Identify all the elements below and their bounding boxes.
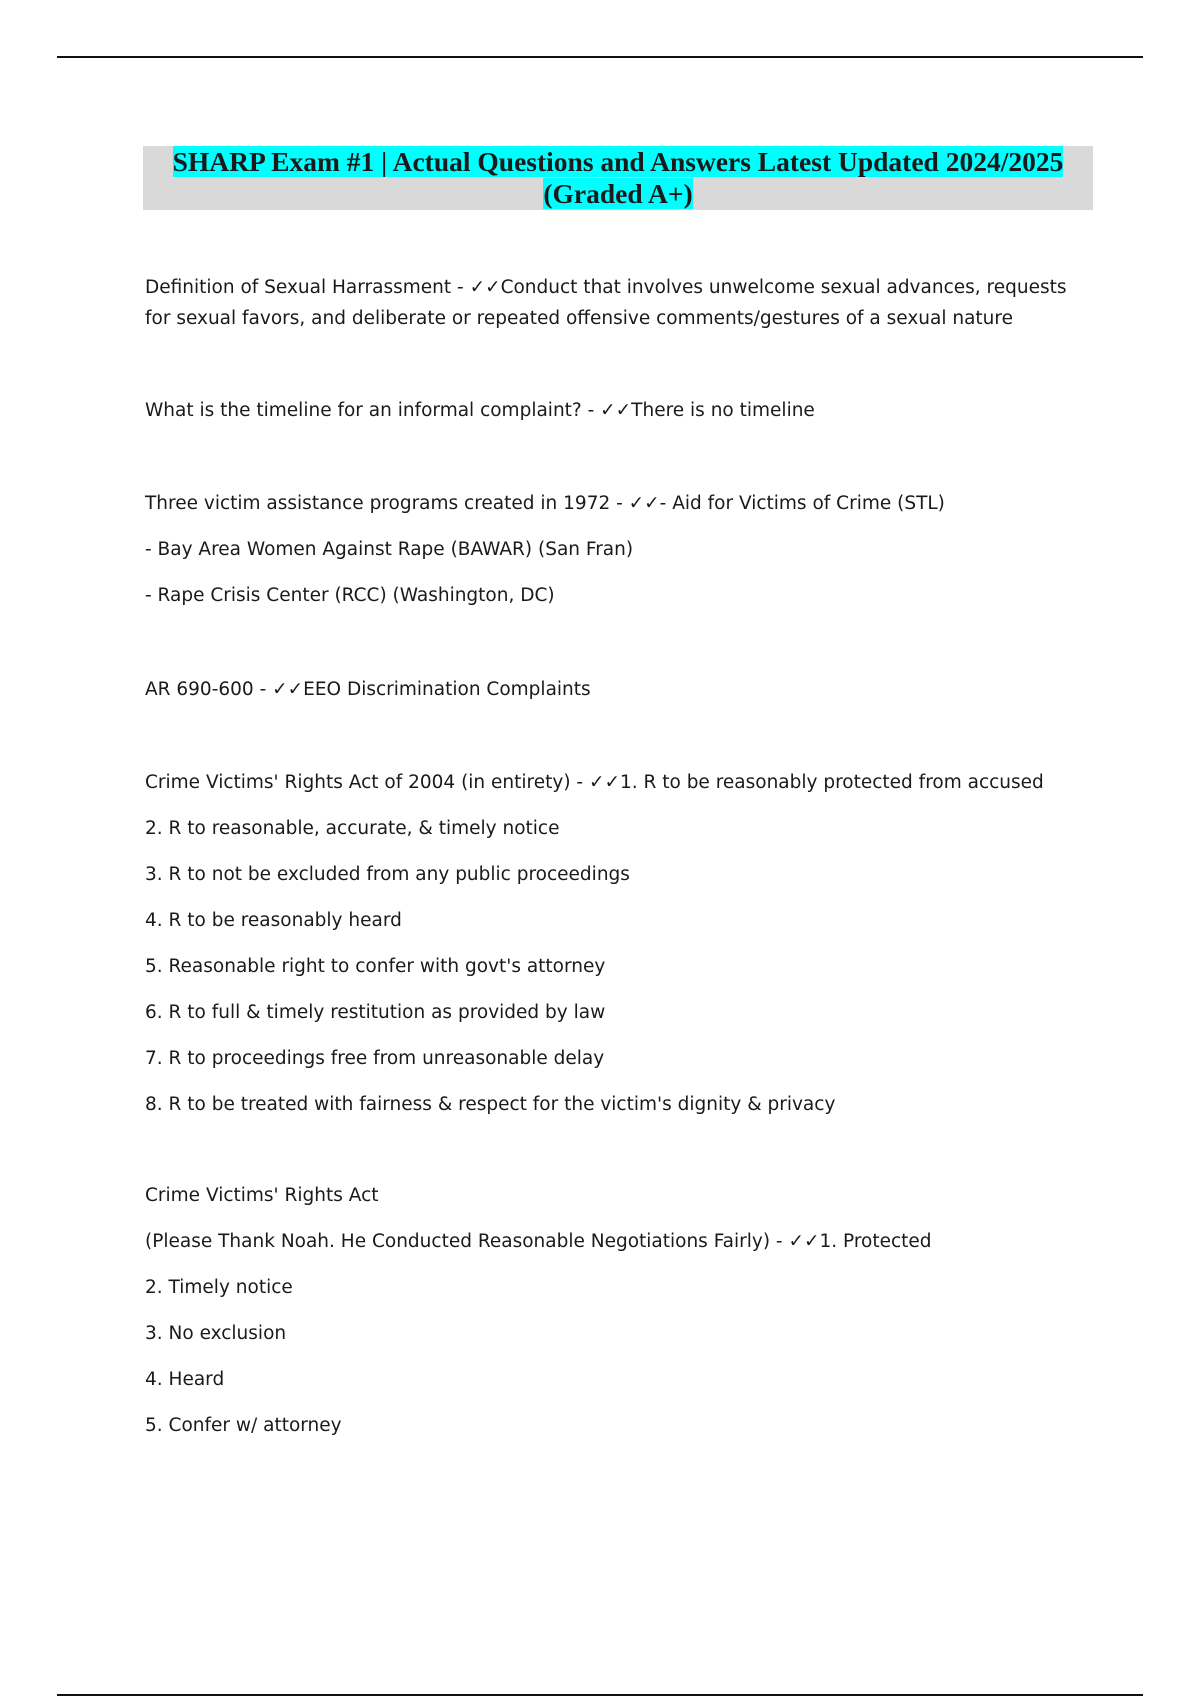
qa-line: 7. R to proceedings free from unreasonable delay [145, 1048, 605, 1069]
qa-line: Three victim assistance programs created in 1972 - ✓✓- Aid for Victims of Crime (STL) [145, 493, 945, 514]
qa-line: 5. Confer w/ attorney [145, 1415, 342, 1436]
qa-line: 3. No exclusion [145, 1323, 287, 1344]
top-rule [57, 56, 1143, 58]
qa-item-victim-programs [145, 488, 1095, 626]
qa-text: Definition of Sexual Harrassment - ✓✓Conduct that involves unwelcome sexual advances, requests for sexual favors, and deliberate or repeated offensive comments/gestures of a sexual nature [145, 277, 1067, 329]
qa-line: 2. Timely notice [145, 1277, 293, 1298]
qa-line: 5. Reasonable right to confer with govt's attorney [145, 956, 606, 977]
document-title [143, 146, 1093, 210]
qa-text: What is the timeline for an informal complaint? - ✓✓There is no timeline [145, 400, 815, 421]
qa-item-cvra-2004 [145, 767, 1095, 1135]
qa-line: Crime Victims' Rights Act [145, 1185, 379, 1206]
qa-item-sexual-harassment [145, 272, 1095, 334]
qa-content [145, 272, 1095, 1456]
qa-line: - Bay Area Women Against Rape (BAWAR) (San Fran) [145, 539, 634, 560]
qa-line: 4. R to be reasonably heard [145, 910, 402, 931]
title-line-1: SHARP Exam #1 | Actual Questions and Answers Latest Updated 2024/2025 [172, 146, 1064, 177]
qa-line: 8. R to be treated with fairness & respect for the victim's dignity & privacy [145, 1094, 836, 1115]
qa-line: 3. R to not be excluded from any public proceedings [145, 864, 630, 885]
qa-item-informal-complaint [145, 395, 1095, 441]
title-line-2: (Graded A+) [543, 178, 693, 209]
qa-item-ar-690-600 [145, 674, 1095, 720]
qa-line: - Rape Crisis Center (RCC) (Washington, DC) [145, 585, 555, 606]
bottom-rule [57, 1694, 1143, 1696]
qa-line: 6. R to full & timely restitution as provided by law [145, 1002, 606, 1023]
qa-line: Crime Victims' Rights Act of 2004 (in entirety) - ✓✓1. R to be reasonably protected from accused [145, 772, 1044, 793]
qa-text: AR 690-600 - ✓✓EEO Discrimination Complaints [145, 679, 591, 700]
qa-line: 4. Heard [145, 1369, 225, 1390]
qa-line: 2. R to reasonable, accurate, & timely notice [145, 818, 560, 839]
qa-line: (Please Thank Noah. He Conducted Reasonable Negotiations Fairly) - ✓✓1. Protected [145, 1231, 932, 1252]
qa-item-cvra-mnemonic [145, 1180, 1095, 1456]
